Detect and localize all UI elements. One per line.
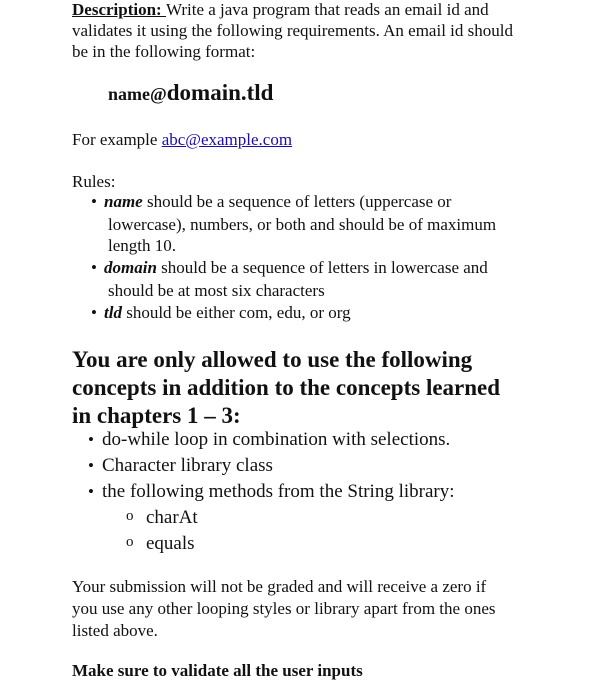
email-format: name@domain.tld	[108, 80, 274, 105]
circle-bullet-icon: o	[126, 534, 134, 550]
rules-title: Rules:	[72, 172, 116, 191]
concepts-heading: You are only allowed to use the following	[72, 347, 473, 372]
rule-item: tld should be either com, edu, or org	[104, 303, 351, 322]
note-line: listed above.	[72, 621, 158, 640]
concept-subitem: equals	[146, 533, 195, 554]
concept-subitem: charAt	[146, 507, 198, 528]
example-email-link[interactable]: abc@example.com	[161, 130, 293, 149]
rule-line: length 10.	[108, 236, 176, 255]
description-line: Description: Write a java program that reads an email id and	[72, 0, 489, 19]
rule-line: lowercase), numbers, or both and should be of maximum	[108, 215, 497, 234]
bullet-icon: •	[88, 456, 94, 475]
rule-item: name should be a sequence of letters (uppercase or	[104, 192, 452, 211]
final-instruction: Make sure to validate all the user inputs	[72, 661, 363, 680]
concepts-heading: in chapters 1 – 3:	[72, 403, 241, 428]
concept-item: Character library class	[102, 455, 273, 476]
concept-item: the following methods from the String library:	[102, 481, 455, 502]
circle-bullet-icon: o	[126, 508, 134, 524]
concept-item: do-while loop in combination with selections.	[102, 429, 451, 450]
bullet-icon: •	[88, 430, 94, 449]
example-line: For example abc@example.com	[72, 130, 293, 149]
description-label: Description:	[72, 0, 166, 19]
concepts-heading: concepts in addition to the concepts learned	[72, 375, 501, 400]
note-line: you use any other looping styles or library apart from the ones	[72, 599, 496, 618]
bullet-icon: •	[88, 482, 94, 501]
bullet-icon: •	[91, 192, 97, 211]
rule-line: should be at most six characters	[108, 281, 325, 300]
bullet-icon: •	[91, 258, 97, 277]
rule-item: domain should be a sequence of letters in lowercase and	[104, 258, 488, 277]
description-line: be in the following format:	[72, 42, 256, 61]
note-line: Your submission will not be graded and will receive a zero if	[72, 577, 487, 596]
bullet-icon: •	[91, 303, 97, 322]
description-line: validates it using the following requirements. An email id should	[72, 21, 513, 40]
